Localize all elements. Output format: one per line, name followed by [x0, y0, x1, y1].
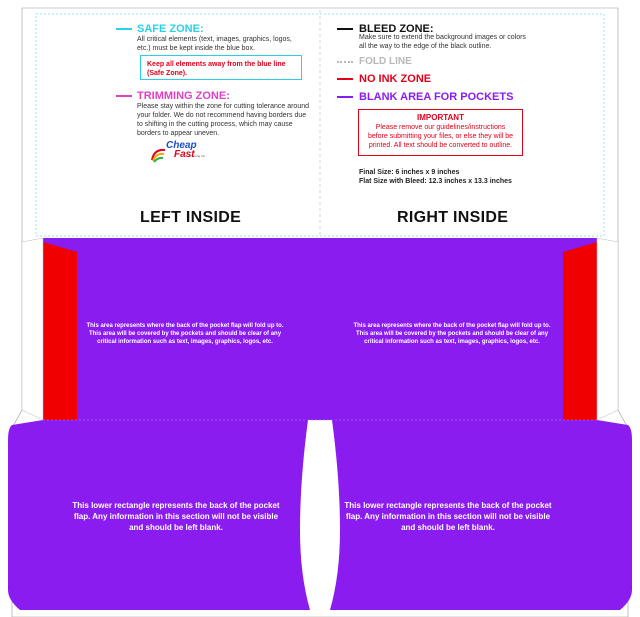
left-inside-heading: LEFT INSIDE: [140, 209, 242, 226]
important-box: [358, 109, 523, 156]
flat-size: Flat Size with Bleed: 12.3 inches x 13.3 inches: [359, 178, 512, 185]
important-title: IMPORTANT: [417, 113, 464, 122]
logo-text-fast: Fast: [174, 149, 195, 160]
bleed-zone-swatch: [337, 28, 353, 30]
safe-zone-title: SAFE ZONE:: [137, 23, 204, 35]
left-flap-note: This lower rectangle represents the back of the pocket flap. Any information in this section will not be visible and should be left blank.: [72, 501, 280, 532]
blank-area-title: BLANK AREA FOR POCKETS: [359, 91, 514, 103]
logo-text-printing: Printing Inc.: [190, 154, 206, 158]
trimming-zone-title: TRIMMING ZONE:: [137, 90, 230, 102]
important-text: Please remove our guidelines/instructions before submitting your files, or else they will be printed. All text should be converted to outline.: [367, 124, 514, 149]
blank-area-swatch: [337, 96, 353, 98]
bleed-zone-title: BLEED ZONE:: [359, 23, 434, 35]
no-ink-zone-left: [43, 242, 77, 420]
fold-line-swatch: [337, 61, 353, 63]
safe-zone-swatch: [116, 28, 132, 30]
safe-zone-note-box: Keep all elements away from the blue line (Safe Zone).: [140, 55, 302, 80]
left-pocket-note: This area represents where the back of the pocket flap will fold up to. This area will be covered by the pockets and should be clear of any critical information such as text, images, graphics, logos, etc.: [86, 323, 284, 345]
center-gap: [308, 420, 332, 500]
trimming-zone-text: Please stay within the zone for cutting tolerance around your folder. We do not recommend having borders due to shifting in the cutting process, which may cause borders to appear uneven.: [137, 103, 309, 137]
fold-line-title: FOLD LINE: [359, 56, 412, 67]
no-ink-title: NO INK ZONE: [359, 73, 432, 85]
trimming-zone-swatch: [116, 95, 132, 97]
right-pocket-note: This area represents where the back of the pocket flap will fold up to. This area will be covered by the pockets and should be clear of any critical information such as text, images, graphics, logos, etc.: [353, 323, 551, 345]
logo-text-cheap: Cheap: [166, 140, 197, 151]
no-ink-swatch: [337, 78, 353, 80]
no-ink-zone-right: [563, 242, 597, 420]
safe-zone-text: All critical elements (text, images, graphics, logos, etc.) must be kept inside the blue box.: [137, 36, 292, 52]
company-logo: [150, 140, 210, 168]
final-size: Final Size: 6 inches x 9 inches: [359, 169, 460, 176]
right-side-tab: [597, 238, 618, 420]
bleed-zone-text: Make sure to extend the background images or colors all the way to the edge of the black outline.: [359, 34, 526, 50]
right-flap-note: This lower rectangle represents the back of the pocket flap. Any information in this section will not be visible and should be left blank.: [344, 501, 552, 532]
right-inside-heading: RIGHT INSIDE: [397, 209, 509, 226]
left-side-tab: [22, 238, 43, 420]
